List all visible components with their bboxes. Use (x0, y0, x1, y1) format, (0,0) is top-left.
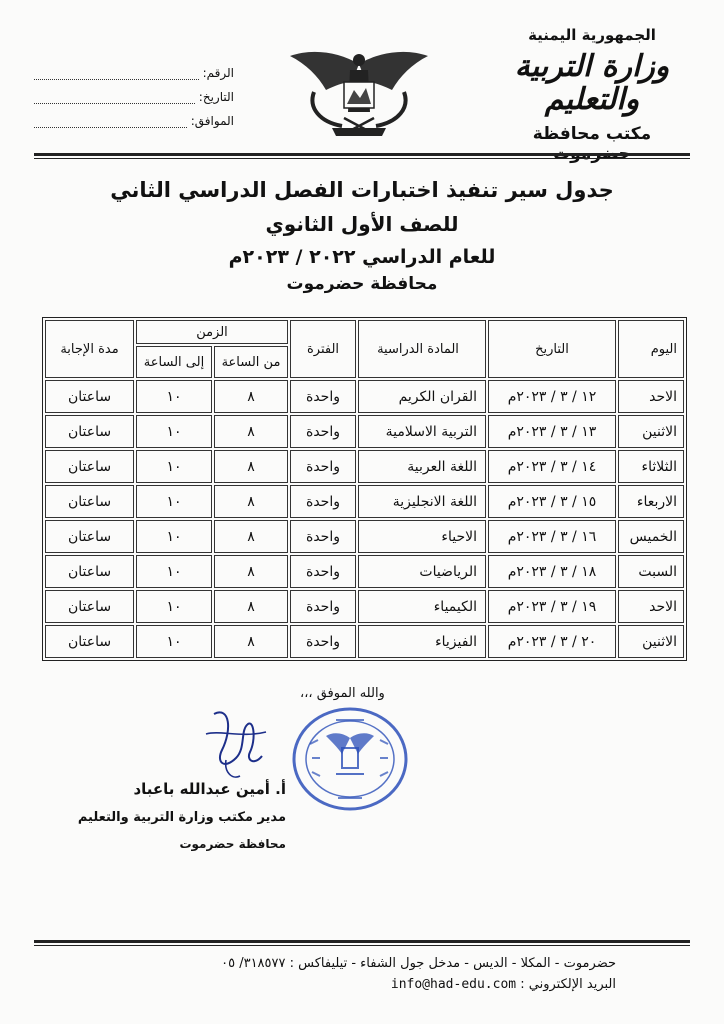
cell-day: الخميس (618, 520, 684, 553)
cell-period: واحدة (290, 590, 356, 623)
header-duration: مدة الإجابة (45, 320, 134, 378)
header-subject: المادة الدراسية (358, 320, 486, 378)
cell-to: ١٠ (136, 450, 212, 483)
title-year: للعام الدراسي ٢٠٢٢ / ٢٠٢٣م (228, 246, 496, 268)
closing-phrase: والله الموفق ،،، (300, 686, 385, 701)
cell-duration: ساعتان (45, 380, 134, 413)
ref-date-line (34, 91, 195, 104)
footer-divider-thin (34, 945, 690, 946)
cell-from: ٨ (214, 380, 288, 413)
title-grade: للصف الأول الثانوي (265, 212, 459, 236)
ref-corresponding-line (34, 115, 187, 128)
title-main: جدول سير تنفيذ اختبارات الفصل الدراسي الثاني (110, 178, 614, 202)
republic-name: الجمهورية اليمنية (528, 26, 656, 44)
ref-number-label: الرقم: (202, 66, 234, 80)
cell-day: الاحد (618, 380, 684, 413)
emblem-eagle-icon (284, 42, 434, 142)
cell-period: واحدة (290, 485, 356, 518)
cell-period: واحدة (290, 625, 356, 658)
cell-date: ١٤ / ٣ / ٢٠٢٣م (488, 450, 616, 483)
table-row (45, 485, 684, 518)
signer-name: أ. أمين عبدالله باعباد (133, 780, 286, 798)
cell-day: الاثنين (618, 625, 684, 658)
cell-to: ١٠ (136, 625, 212, 658)
cell-period: واحدة (290, 450, 356, 483)
reference-fields (34, 56, 234, 128)
cell-subject: الفيزياء (358, 625, 486, 658)
header-from: من الساعة (214, 346, 288, 378)
table-row (45, 380, 684, 413)
cell-subject: الرياضيات (358, 555, 486, 588)
cell-subject: الكيمياء (358, 590, 486, 623)
cell-from: ٨ (214, 450, 288, 483)
title-governorate: محافظة حضرموت (286, 274, 438, 294)
cell-date: ١٣ / ٣ / ٢٠٢٣م (488, 415, 616, 448)
cell-to: ١٠ (136, 415, 212, 448)
cell-duration: ساعتان (45, 555, 134, 588)
cell-from: ٨ (214, 590, 288, 623)
header-divider-thin (34, 158, 690, 159)
signer-role: مدير مكتب وزارة التربية والتعليم (77, 810, 286, 825)
header-time: الزمن (136, 320, 288, 344)
cell-subject: اللغة العربية (358, 450, 486, 483)
cell-from: ٨ (214, 520, 288, 553)
header-divider (34, 153, 690, 156)
official-stamp-icon (288, 704, 412, 814)
cell-period: واحدة (290, 380, 356, 413)
cell-duration: ساعتان (45, 590, 134, 623)
table-row (45, 450, 684, 483)
header-to: إلى الساعة (136, 346, 212, 378)
cell-date: ١٦ / ٣ / ٢٠٢٣م (488, 520, 616, 553)
cell-day: الثلاثاء (618, 450, 684, 483)
table-row (45, 590, 684, 623)
cell-day: الاحد (618, 590, 684, 623)
footer-email-label: البريد الإلكتروني : (520, 977, 616, 992)
cell-to: ١٠ (136, 485, 212, 518)
cell-to: ١٠ (136, 520, 212, 553)
footer-email: info@had-edu.com (390, 977, 517, 992)
document-titles (0, 178, 724, 294)
cell-day: السبت (618, 555, 684, 588)
header-period: الفترة (290, 320, 356, 378)
signer-block (78, 780, 286, 851)
cell-subject: اللغة الانجليزية (358, 485, 486, 518)
ref-corresponding-label: الموافق: (190, 114, 234, 128)
footer-address: حضرموت - المكلا - الديس - مدخل جول الشفاء - تيليفاكس : ٣١٨٥٧٧/ ٠٥ (221, 956, 616, 971)
cell-period: واحدة (290, 520, 356, 553)
table-row (45, 415, 684, 448)
cell-from: ٨ (214, 555, 288, 588)
header-date: التاريخ (488, 320, 616, 378)
ref-date-label: التاريخ: (198, 90, 234, 104)
cell-period: واحدة (290, 555, 356, 588)
header-day: اليوم (618, 320, 684, 378)
cell-to: ١٠ (136, 380, 212, 413)
ministry-name: وزارة التربية والتعليم (514, 49, 670, 117)
cell-duration: ساعتان (45, 485, 134, 518)
letterhead-right (492, 26, 692, 164)
office-name: مكتب محافظة حضرموت (532, 124, 652, 164)
cell-to: ١٠ (136, 555, 212, 588)
cell-duration: ساعتان (45, 520, 134, 553)
cell-duration: ساعتان (45, 625, 134, 658)
footer-divider (34, 940, 690, 943)
exam-schedule-table (42, 317, 687, 661)
ref-corresponding-field (34, 104, 234, 128)
cell-date: ١٥ / ٣ / ٢٠٢٣م (488, 485, 616, 518)
signer-governorate: محافظة حضرموت (179, 837, 286, 851)
cell-subject: القران الكريم (358, 380, 486, 413)
cell-date: ١٨ / ٣ / ٢٠٢٣م (488, 555, 616, 588)
cell-to: ١٠ (136, 590, 212, 623)
cell-date: ١٩ / ٣ / ٢٠٢٣م (488, 590, 616, 623)
signature-icon (196, 700, 276, 790)
table-row (45, 520, 684, 553)
cell-duration: ساعتان (45, 450, 134, 483)
table-row (45, 625, 684, 658)
ref-number-field (34, 56, 234, 80)
cell-date: ١٢ / ٣ / ٢٠٢٣م (488, 380, 616, 413)
cell-from: ٨ (214, 485, 288, 518)
cell-from: ٨ (214, 625, 288, 658)
cell-from: ٨ (214, 415, 288, 448)
cell-period: واحدة (290, 415, 356, 448)
ref-date-field (34, 80, 234, 104)
cell-day: الاثنين (618, 415, 684, 448)
footer (221, 956, 616, 992)
cell-subject: الاحياء (358, 520, 486, 553)
table-row (45, 555, 684, 588)
footer-email-line (221, 977, 616, 992)
cell-subject: التربية الاسلامية (358, 415, 486, 448)
cell-duration: ساعتان (45, 415, 134, 448)
cell-day: الاربعاء (618, 485, 684, 518)
cell-date: ٢٠ / ٣ / ٢٠٢٣م (488, 625, 616, 658)
ref-number-line (34, 67, 199, 80)
